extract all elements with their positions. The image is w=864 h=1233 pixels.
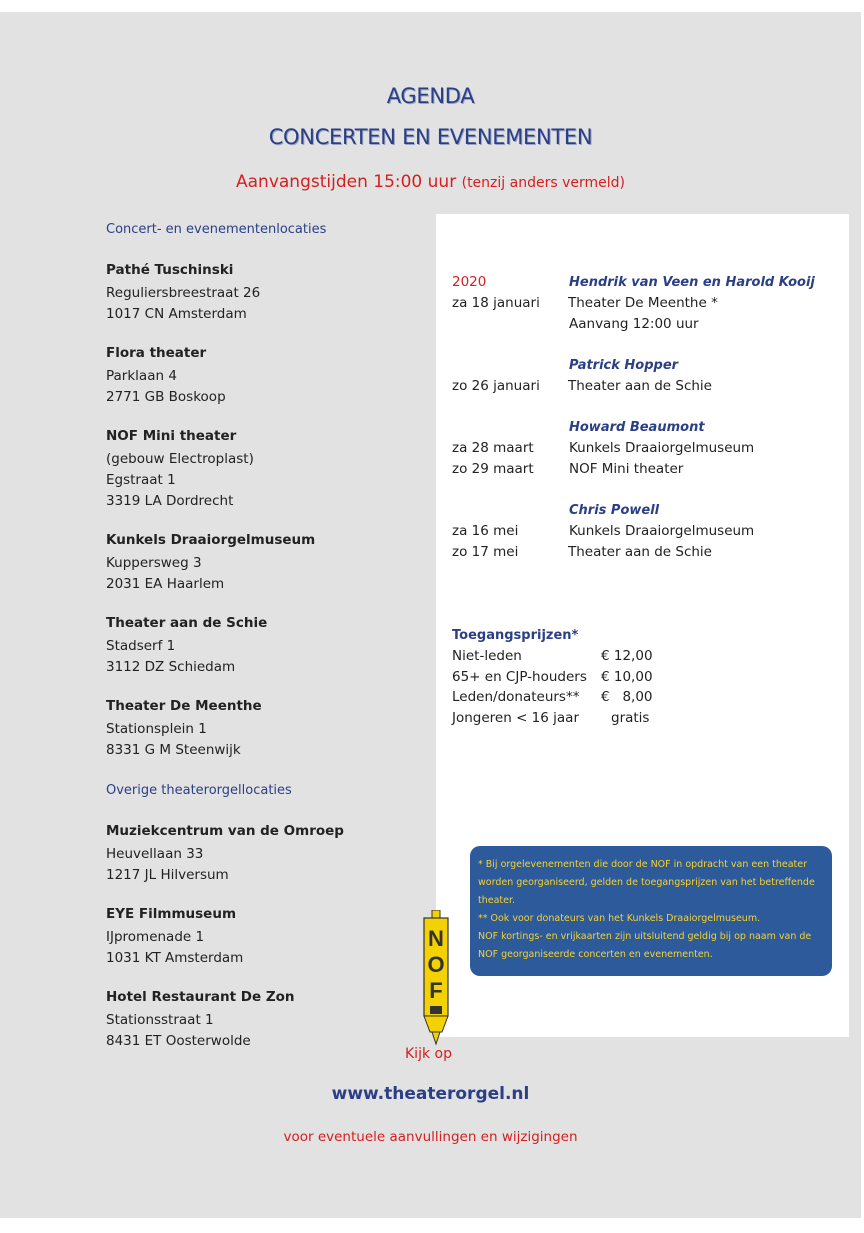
event-date: zo 29 maart (452, 461, 534, 477)
venue-address: IJpromenade 1 (106, 929, 205, 945)
venue-name: Theater aan de Schie (106, 615, 268, 631)
event-date: za 28 maart (452, 440, 534, 456)
venue-city: 1017 CN Amsterdam (106, 305, 247, 322)
event-venue: Theater aan de Schie (568, 544, 712, 560)
venue-block (106, 615, 267, 678)
start-time-line (0, 172, 861, 192)
concert-locations-heading: Concert- en evenementenlocaties (106, 222, 327, 237)
event-date: za 16 mei (452, 523, 519, 539)
venue-city: 8431 ET Oosterwolde (106, 1032, 251, 1049)
event-extra: Aanvang 12:00 uur (569, 316, 699, 332)
price-value: € 8,00 (601, 689, 653, 705)
notes-box (470, 846, 832, 976)
venue-block (106, 906, 243, 969)
page-title: AGENDA (386, 84, 475, 108)
venue-block (106, 532, 315, 595)
prices-heading: Toegangsprijzen* (452, 628, 579, 643)
event-date: za 18 januari (452, 295, 540, 311)
venue-name: NOF Mini theater (106, 428, 237, 444)
venue-block (106, 698, 262, 761)
venue-address: Stationsplein 1 (106, 721, 207, 737)
event-artist: Patrick Hopper (569, 358, 679, 373)
price-value: € 10,00 (601, 669, 653, 685)
venue-address: Reguliersbreestraat 26 (106, 285, 261, 301)
venue-name: EYE Filmmuseum (106, 906, 237, 922)
venue-city: 1031 KT Amsterdam (106, 949, 244, 966)
logo-letter: F (429, 978, 443, 1003)
venue-block (106, 262, 260, 325)
nof-logo (418, 910, 454, 1046)
start-time-main: Aanvangstijden 15:00 uur (236, 172, 457, 192)
venue-name: Pathé Tuschinski (106, 262, 234, 278)
note-line: NOF kortings- en vrijkaarten zijn uitsluitend geldig bij op naam van de NOF georganiseerde concerten en evenementen. (478, 931, 812, 960)
event-artist: Chris Powell (569, 503, 660, 518)
event-venue: NOF Mini theater (569, 461, 684, 477)
venue-city: 1217 JL Hilversum (106, 866, 229, 883)
logo-letter: N (428, 926, 444, 951)
start-time-note: (tenzij anders vermeld) (461, 175, 625, 191)
event-artist: Hendrik van Veen en Harold Kooij (569, 275, 815, 290)
price-value: € 12,00 (601, 648, 653, 664)
other-locations-heading: Overige theaterorgellocaties (106, 783, 292, 798)
price-value: gratis (611, 710, 650, 726)
venue-block (106, 428, 254, 511)
price-label: 65+ en CJP-houders (452, 669, 587, 685)
venue-name: Hotel Restaurant De Zon (106, 989, 295, 1005)
venue-name: Muziekcentrum van de Omroep (106, 823, 344, 839)
event-venue: Kunkels Draaiorgelmuseum (569, 523, 755, 539)
venue-city: 2031 EA Haarlem (106, 575, 225, 592)
note-line: ** Ook voor donateurs van het Kunkels Draaiorgelmuseum. (478, 913, 761, 924)
venue-block (106, 989, 295, 1052)
event-date: zo 26 januari (452, 378, 540, 394)
venue-block (106, 823, 344, 886)
venue-city: 2771 GB Boskoop (106, 388, 226, 405)
venue-city: 3112 DZ Schiedam (106, 658, 236, 675)
organ-pipe-icon (418, 910, 454, 1046)
venue-name: Flora theater (106, 345, 207, 361)
event-venue: Theater De Meenthe * (568, 295, 718, 311)
venue-address: Stationsstraat 1 (106, 1012, 214, 1028)
price-label: Niet-leden (452, 648, 522, 664)
venue-name: Theater De Meenthe (106, 698, 262, 714)
venue-address: Egstraat 1 (106, 471, 176, 488)
agenda-year: 2020 (452, 274, 487, 290)
price-label: Leden/donateurs** (452, 689, 580, 705)
event-venue: Theater aan de Schie (568, 378, 712, 394)
venue-block (106, 345, 226, 408)
venue-address: Kuppersweg 3 (106, 555, 202, 571)
logo-letter: O (427, 952, 445, 977)
venue-city: 3319 LA Dordrecht (106, 492, 234, 509)
venue-name: Kunkels Draaiorgelmuseum (106, 532, 316, 548)
event-venue: Kunkels Draaiorgelmuseum (569, 440, 755, 456)
venue-address: Heuvellaan 33 (106, 846, 204, 862)
venue-address: Parklaan 4 (106, 368, 177, 384)
venue-city: 8331 G M Steenwijk (106, 741, 241, 758)
kijk-op-label: Kijk op (405, 1046, 452, 1062)
venue-address: Stadserf 1 (106, 638, 176, 654)
event-artist: Howard Beaumont (569, 420, 705, 435)
note-line: * Bij orgelevenementen die door de NOF in opdracht van een theater worden georganiseerd, gelden de toegangsprijzen van het betreffende theater. (478, 859, 815, 906)
venue-note: (gebouw Electroplast) (106, 451, 254, 467)
footer-note: voor eventuele aanvullingen en wijzigingen (283, 1129, 578, 1145)
event-date: zo 17 mei (452, 544, 519, 560)
website-link[interactable]: www.theaterorgel.nl (331, 1084, 530, 1104)
price-label: Jongeren < 16 jaar (452, 710, 579, 726)
page-subtitle: CONCERTEN EN EVENEMENTEN (268, 125, 593, 149)
